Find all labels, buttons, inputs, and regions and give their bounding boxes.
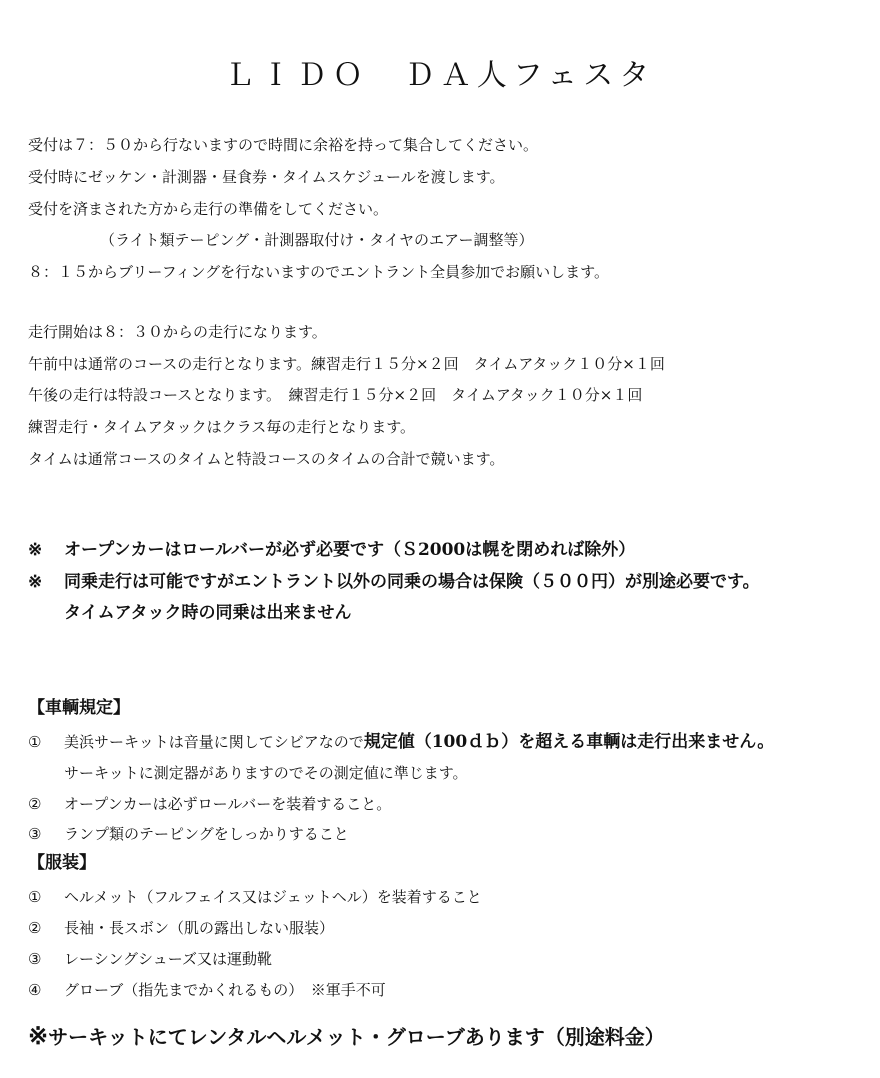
item-number: ① [28, 888, 42, 906]
schedule-line: 午後の走行は特設コースとなります。 練習走行１５分×２回 タイムアタック１０分×１回 [28, 386, 643, 404]
item-text: 長袖・長スボン（肌の露出しない服装） [64, 919, 335, 937]
intro-line: 受付は７：５０から行ないますので時間に余裕を持って集合してください。 [28, 136, 539, 154]
vehicle-item [28, 763, 468, 783]
vehicle-heading: 【車輌規定】 [28, 698, 130, 718]
intro-line: （ライト類テーピング・計測器取付け・タイヤのエアー調整等） [100, 231, 534, 249]
note-line [28, 572, 760, 592]
final-note-text: サーキットにてレンタルヘルメット・グローブあります（別途料金） [48, 1025, 665, 1049]
note-text: タイムアタック時の同乗は出来ません [64, 603, 352, 623]
schedule-line: 走行開始は８：３０からの走行になります。 [28, 323, 327, 341]
intro-line: ８：１５からブリーフィングを行ないますのでエントラント全員参加でお願いします。 [28, 263, 609, 281]
final-note-mark: ※ [28, 1021, 49, 1050]
item-number: ④ [28, 981, 42, 999]
note-text: オープンカーはロールバーが必ず必要です（Ｓ2000は幌を閉めれば除外） [64, 540, 636, 560]
vehicle-item [28, 824, 349, 844]
note-mark: ※ [28, 572, 43, 592]
item-text: ヘルメット（フルフェイス又はジェットヘル）を装着すること [64, 888, 482, 906]
intro-line: 受付を済まされた方から走行の準備をしてください。 [28, 200, 389, 218]
page-title: ＬＩＤＯ ＤＡ人フェスタ [224, 58, 656, 93]
schedule-line: 午前中は通常のコースの走行となります。練習走行１５分×２回 タイムアタック１０分×１回 [28, 355, 665, 373]
vehicle-item [28, 794, 391, 814]
item-text-bold: 規定値（100ｄｂ）を超える車輌は走行出来ません。 [363, 732, 775, 752]
clothing-heading: 【服装】 [28, 853, 96, 873]
item-text: レーシングシューズ又は運動靴 [64, 950, 272, 968]
final-note [28, 1021, 665, 1050]
item-text: サーキットに測定器がありますのでその測定値に準じます。 [64, 764, 468, 782]
schedule-line: タイムは通常コースのタイムと特設コースのタイムの合計で競います。 [28, 450, 505, 468]
clothing-item [28, 949, 272, 969]
item-text: オープンカーは必ずロールバーを装着すること。 [64, 795, 392, 813]
note-line [28, 603, 351, 623]
schedule-line: 練習走行・タイムアタックはクラス毎の走行となります。 [28, 418, 416, 436]
item-number: ③ [28, 950, 42, 968]
note-mark: ※ [28, 540, 43, 560]
item-text: 美浜サーキットは音量に関してシビアなので [64, 733, 364, 751]
intro-line: 受付時にゼッケン・計測器・昼食券・タイムスケジュールを渡します。 [28, 168, 505, 186]
item-number: ② [28, 919, 42, 937]
item-number: ② [28, 795, 42, 813]
item-text: ランプ類のテーピングをしっかりすること [64, 825, 349, 843]
vehicle-item [28, 732, 774, 752]
clothing-item [28, 918, 334, 938]
note-line [28, 540, 635, 560]
item-number: ① [28, 733, 42, 751]
item-text: グローブ（指先までかくれるもの） ※軍手不可 [64, 981, 386, 999]
clothing-item [28, 887, 482, 907]
note-text: 同乗走行は可能ですがエントラント以外の同乗の場合は保険（５００円）が別途必要です。 [64, 572, 760, 592]
item-number: ③ [28, 825, 42, 843]
clothing-item [28, 980, 386, 1000]
